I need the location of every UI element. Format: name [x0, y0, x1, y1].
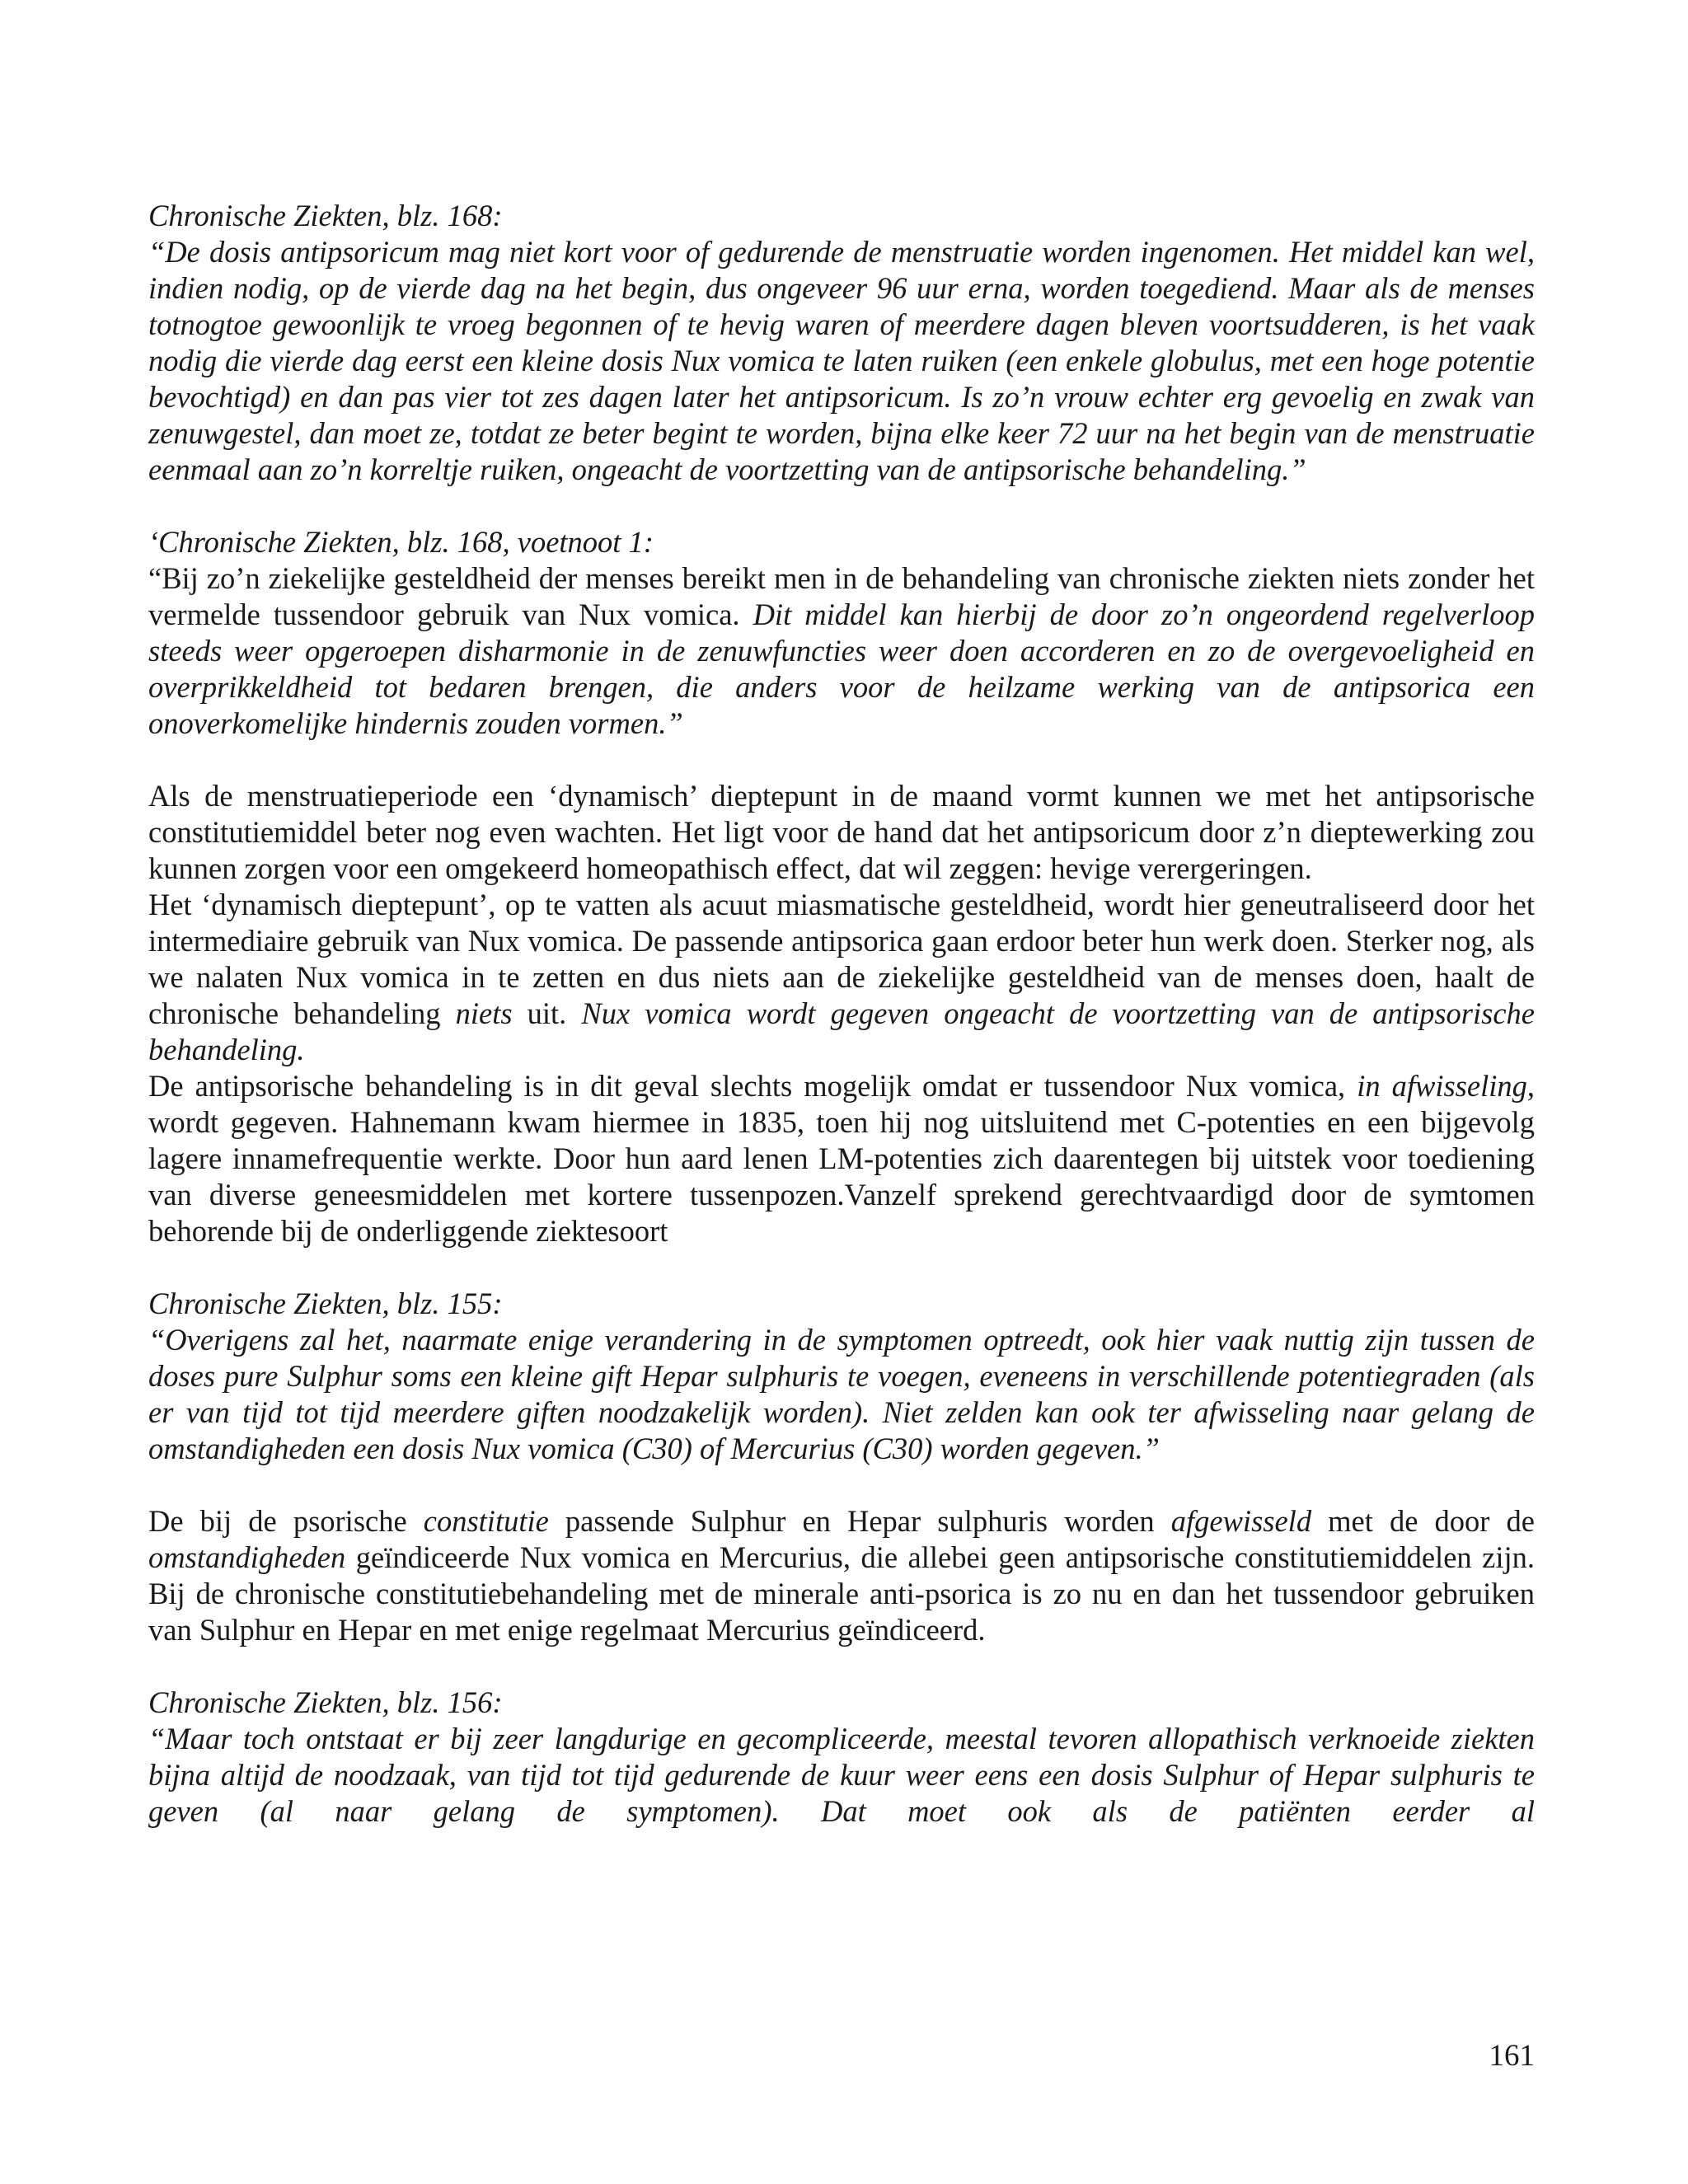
- body-p4-emphasis-afgewisseld: afgewisseld: [1170, 1504, 1312, 1538]
- citation-heading-2: ‘Chronische Ziekten, blz. 168, voetnoot 1:: [148, 525, 654, 559]
- body-paragraph-4: [148, 1503, 1535, 1648]
- body-p4-text-a: De bij de psorische: [148, 1504, 424, 1538]
- document-page: [148, 198, 1535, 1830]
- paragraph-gap: [148, 742, 1535, 778]
- citation-quote-1: “De dosis antipsoricum mag niet kort voor of gedurende de menstruatie worden ingenomen. Het middel kan wel, indien nodig, op de vierde dag na het begin, dus ongeveer 96 uur erna, worden toegediend. Maar als de menses totnogtoe gewoonlijk te vroeg begonnen of te hevig waren of meerdere dagen bleven voortsudderen, is het vaak nodig die vierde dag eerst een kleine dosis Nux vomica te laten ruiken (een enkele globulus, met een hoge potentie bevochtigd) en dan pas vier tot zes dagen later het antipsoricum. Is zo’n vrouw echter erg gevoelig en zwak van zenuwgestel, dan moet ze, totdat ze beter begint te worden, bijna elke keer 72 uur na het begin van de menstruatie eenmaal aan zo’n korreltje ruiken, ongeacht de voortzetting van de antipsorische behandeling.”: [148, 235, 1535, 486]
- body-p2-emphasis-sentence: Nux vomica wordt gegeven ongeacht de voortzetting van de antipsorische behandeling.: [148, 996, 1535, 1066]
- body-p3-emphasis-afwisseling: in afwisseling: [1357, 1069, 1527, 1103]
- paragraph-gap: [148, 1648, 1535, 1685]
- body-p4-emphasis-constitutie: constitutie: [423, 1504, 549, 1538]
- body-p2-emphasis-niets: niets: [455, 996, 513, 1030]
- body-p4-text-g: geïndiceerde Nux vomica en Mercurius, die allebei geen antipsorische constitutiemiddelen zijn. Bij de chronische constitutiebehandeling met de minerale anti-psorica is zo nu en dan het tussendoor gebruiken van Sulphur en Hepar en met enige regelmaat Mercurius geïndiceerd.: [148, 1540, 1535, 1647]
- paragraph-gap: [148, 1249, 1535, 1286]
- citation-quote-3: “Overigens zal het, naarmate enige verandering in de symptomen optreedt, ook hier vaak nuttig zijn tussen de doses pure Sulphur soms een kleine gift Hepar sulphuris te voegen, eveneens in verschillende potentiegraden (als er van tijd tot tijd meerdere giften noodzakelijk worden). Niet zelden kan ook ter afwisseling naar gelang de omstandigheden een dosis Nux vomica (C30) of Mercurius (C30) worden gegeven.”: [148, 1323, 1535, 1465]
- citation-heading-4: Chronische Ziekten, blz. 156:: [148, 1685, 503, 1719]
- quote-2-italic: Dit middel kan hierbij de door zo’n ongeordend regelverloop steeds weer opgeroepen disharmonie in de zenuwfuncties weer doen accorderen en zo de overgevoeligheid en overprikkeldheid tot bedaren brengen, die anders voor de heilzame werking van de antipsorica een onoverkomelijke hindernis zouden vormen.”: [148, 598, 1535, 740]
- body-p4-emphasis-omstandigheden: omstandigheden: [148, 1540, 346, 1574]
- body-p2-text-c: uit.: [512, 996, 582, 1030]
- citation-quote-4: “Maar toch ontstaat er bij zeer langdurige en gecompliceerde, meestal tevoren allopathisch verknoeide ziekten bijna altijd de noodzaak, van tijd tot tijd gedurende de kuur weer eens een dosis Sulphur of Hepar sulphuris te geven (al naar gelang de symptomen). Dat moet ook als de patiënten eerder al: [148, 1722, 1535, 1828]
- body-p4-text-c: passende Sulphur en Hepar sulphuris worden: [548, 1504, 1171, 1538]
- citation-heading-3: Chronische Ziekten, blz. 155:: [148, 1286, 503, 1320]
- page-number: 161: [1489, 2039, 1535, 2073]
- citation-quote-2: [148, 560, 1535, 742]
- citation-heading-1: Chronische Ziekten, blz. 168:: [148, 199, 503, 232]
- body-p4-text-e: met de door de: [1311, 1504, 1535, 1538]
- body-p2-text-a: Het ‘dynamisch dieptepunt’, op te vatten als acuut miasmatische gesteldheid, wordt hier geneutraliseerd door het intermediaire gebruik van Nux vomica. De passende antipsorica gaan erdoor beter hun werk doen. Sterker nog, als we nalaten Nux vomica in te zetten en dus niets aan de ziekelijke gesteldheid van de menses doen, haalt de chronische behandeling: [148, 888, 1535, 1030]
- paragraph-gap: [148, 488, 1535, 524]
- body-p3-text-a: De antipsorische behandeling is in dit geval slechts mogelijk omdat er tussendoor Nux vomica,: [148, 1069, 1357, 1103]
- body-paragraph-3: [148, 1068, 1535, 1249]
- quote-2-plain: “Bij zo’n ziekelijke gesteldheid der menses bereikt men in de behandeling van chronische ziekten niets zonder het vermelde tussendoor gebruik van Nux vomica.: [148, 561, 1535, 631]
- body-p3-text-c: , wordt gegeven. Hahnemann kwam hiermee in 1835, toen hij nog uitsluitend met C-potenties en een bijgevolg lagere innamefrequentie werkte. Door hun aard lenen LM-potenties zich daarentegen bij uitstek voor toediening van diverse geneesmiddelen met kortere tussenpozen.Vanzelf sprekend gerechtvaardigd door de symtomen behorende bij de onderliggende ziektesoort: [148, 1069, 1535, 1248]
- body-paragraph-2: [148, 887, 1535, 1068]
- body-paragraph-1: Als de menstruatieperiode een ‘dynamisch’ dieptepunt in de maand vormt kunnen we met het antipsorische constitutiemiddel beter nog even wachten. Het ligt voor de hand dat het antipsoricum door z’n dieptewerking zou kunnen zorgen voor een omgekeerd homeopathisch effect, dat wil zeggen: hevige verergeringen.: [148, 779, 1535, 885]
- paragraph-gap: [148, 1467, 1535, 1503]
